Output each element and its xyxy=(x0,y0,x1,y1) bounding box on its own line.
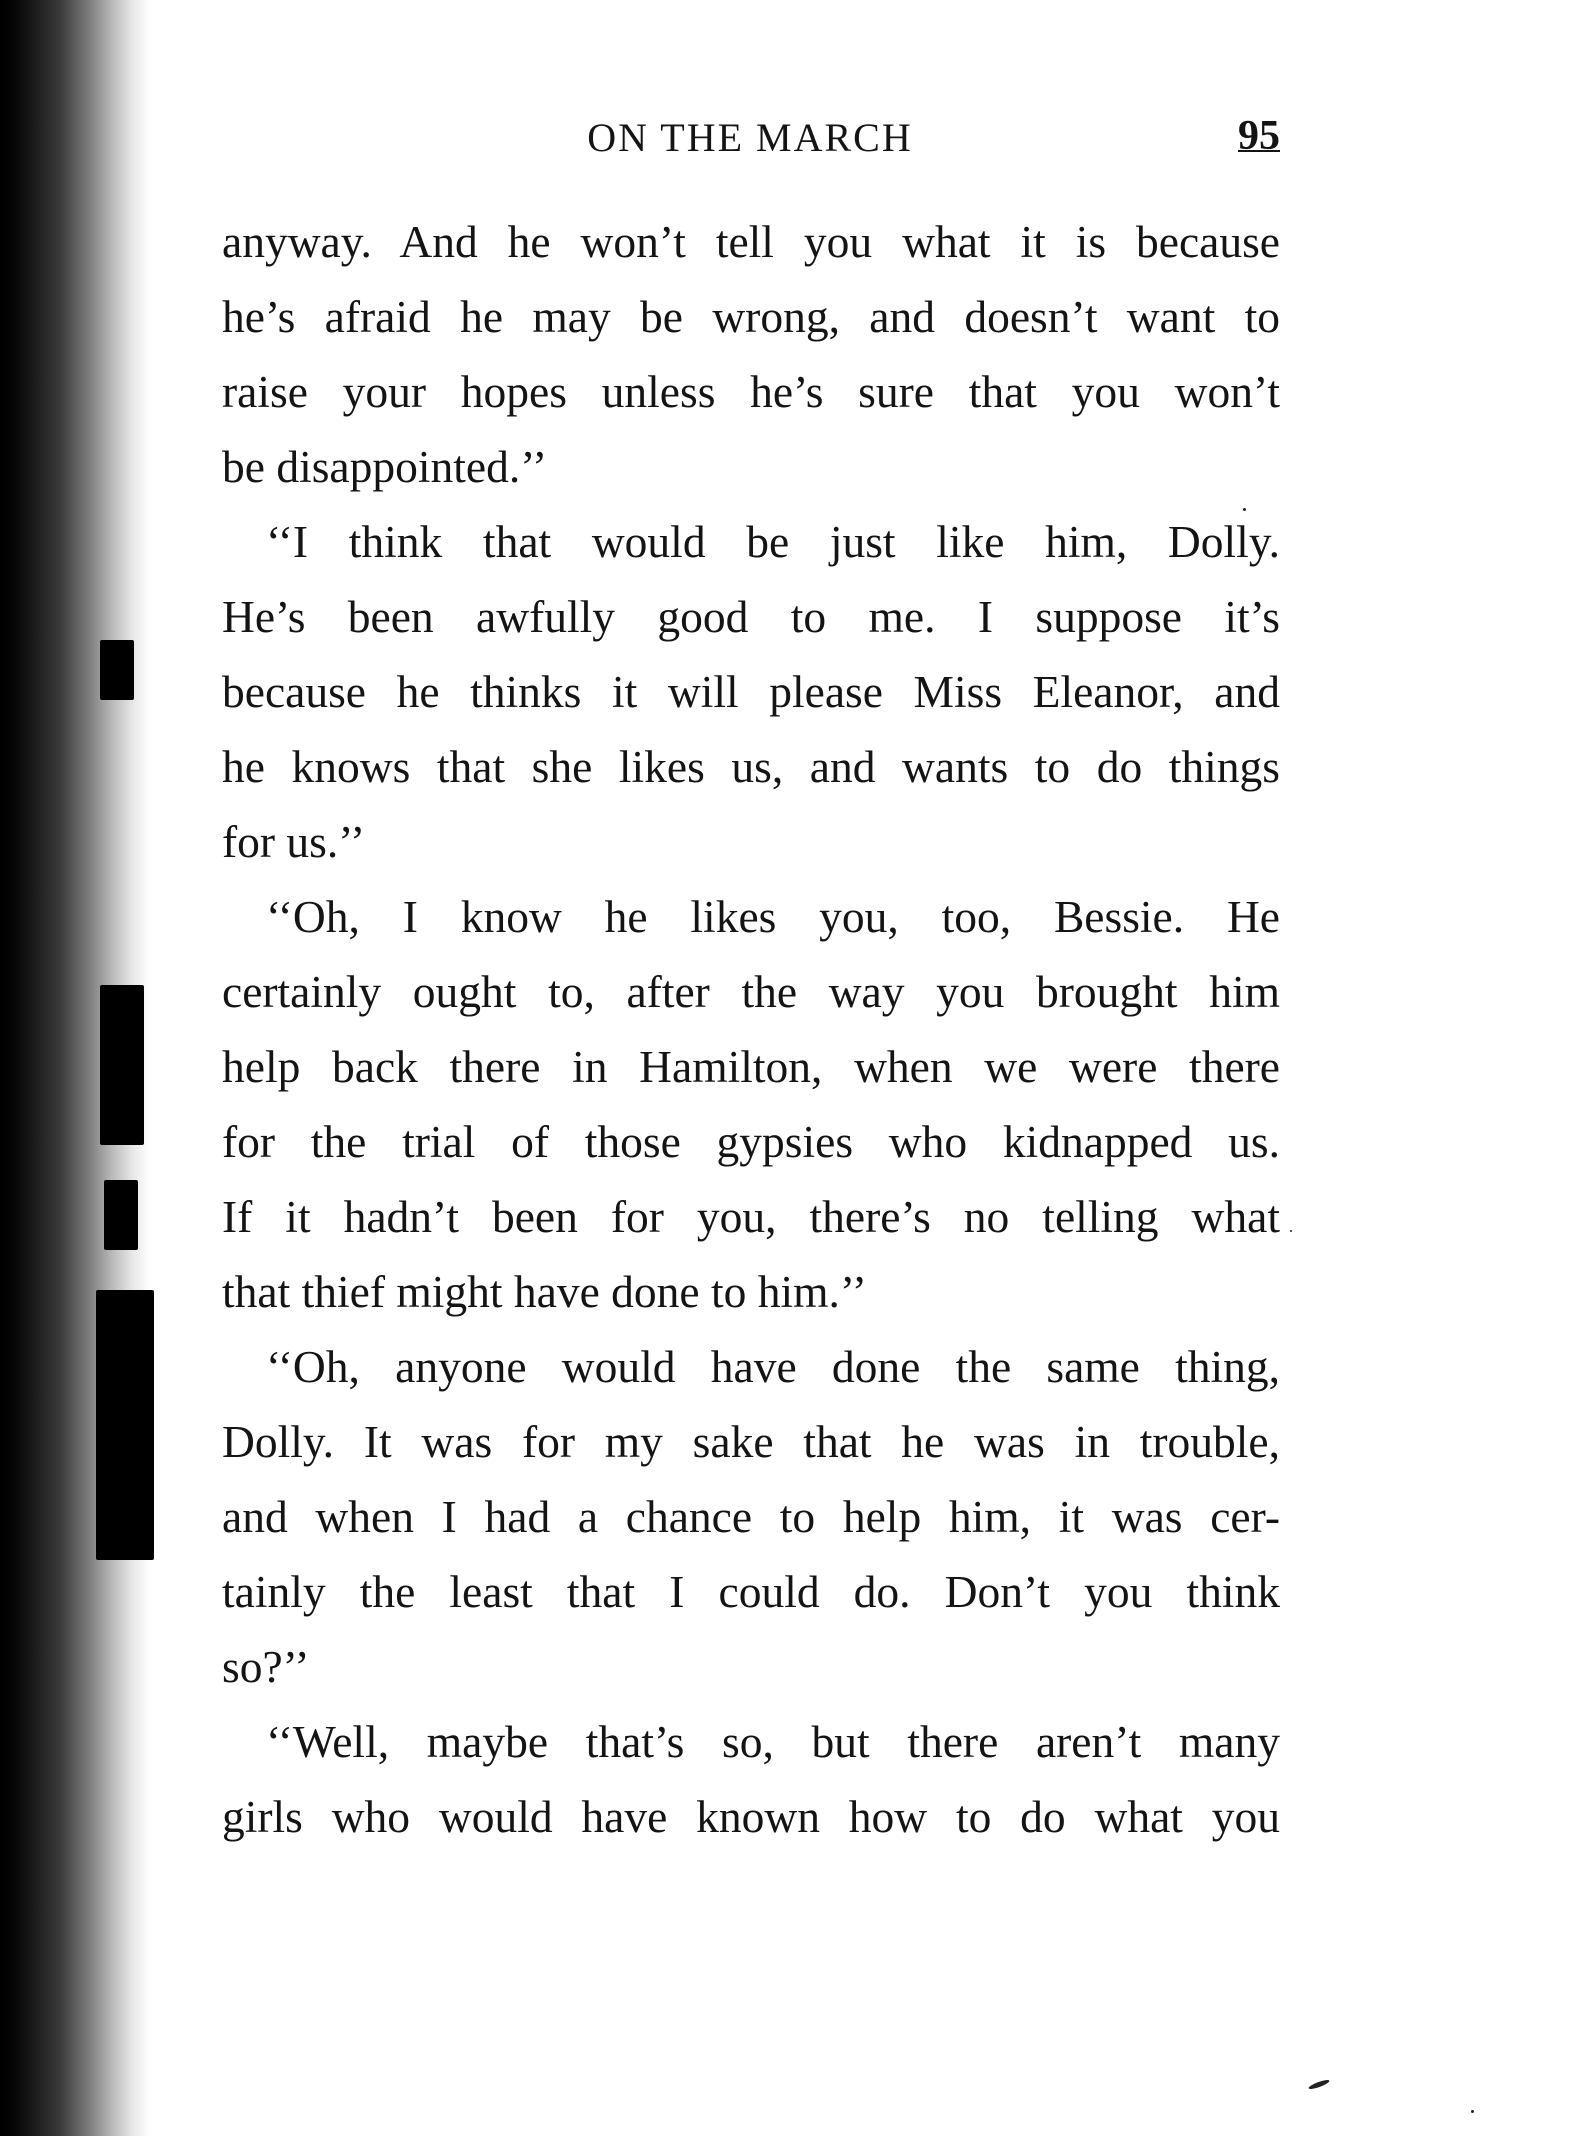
page-body-text xyxy=(222,204,1280,1854)
text-line: If it hadn’t been for you, there’s no telling what xyxy=(222,1191,1280,1242)
text-line: that thief might have done to him.’’ xyxy=(222,1266,867,1317)
text-line: certainly ought to, after the way you brought him xyxy=(222,966,1280,1017)
text-line: Dolly. It was for my sake that he was in trouble, xyxy=(222,1416,1280,1467)
scan-speck xyxy=(1243,508,1246,511)
text-line: ‘‘Oh, anyone would have done the same thing, xyxy=(266,1341,1280,1392)
text-line: for the trial of those gypsies who kidnapped us. xyxy=(222,1116,1280,1167)
text-line: ‘‘Well, maybe that’s so, but there aren’t many xyxy=(266,1716,1280,1767)
binding-shadow xyxy=(104,1180,138,1250)
text-line: for us.’’ xyxy=(222,816,366,867)
text-line: and when I had a chance to help him, it was cer- xyxy=(222,1491,1280,1542)
text-line: because he thinks it will please Miss Eleanor, and xyxy=(222,666,1280,717)
scan-speck xyxy=(1471,2110,1474,2113)
page-header xyxy=(220,114,1280,174)
text-line: tainly the least that I could do. Don’t you think xyxy=(222,1566,1280,1617)
binding-shadow xyxy=(100,985,144,1145)
text-line: ‘‘Oh, I know he likes you, too, Bessie. He xyxy=(266,891,1280,942)
text-line: girls who would have known how to do what you xyxy=(222,1791,1280,1842)
page-number: 95 xyxy=(1238,113,1280,159)
text-line: raise your hopes unless he’s sure that you won’t xyxy=(222,366,1280,417)
text-line: be disappointed.’’ xyxy=(222,441,548,492)
text-line: help back there in Hamilton, when we were there xyxy=(222,1041,1280,1092)
text-line: so?’’ xyxy=(222,1641,310,1692)
text-line: he’s afraid he may be wrong, and doesn’t want to xyxy=(222,291,1280,342)
text-line: anyway. And he won’t tell you what it is because xyxy=(222,216,1280,267)
text-line: He’s been awfully good to me. I suppose it’s xyxy=(222,591,1280,642)
text-line: ‘‘I think that would be just like him, Dolly. xyxy=(266,516,1280,567)
scan-speck xyxy=(1290,1230,1292,1232)
binding-shadow xyxy=(96,1290,154,1560)
binding-shadow xyxy=(100,640,134,700)
text-line: he knows that she likes us, and wants to do things xyxy=(222,741,1280,792)
scanned-binding-edge xyxy=(0,0,150,2136)
running-head: ON THE MARCH xyxy=(587,115,913,160)
scan-speck xyxy=(1308,2078,1330,2090)
